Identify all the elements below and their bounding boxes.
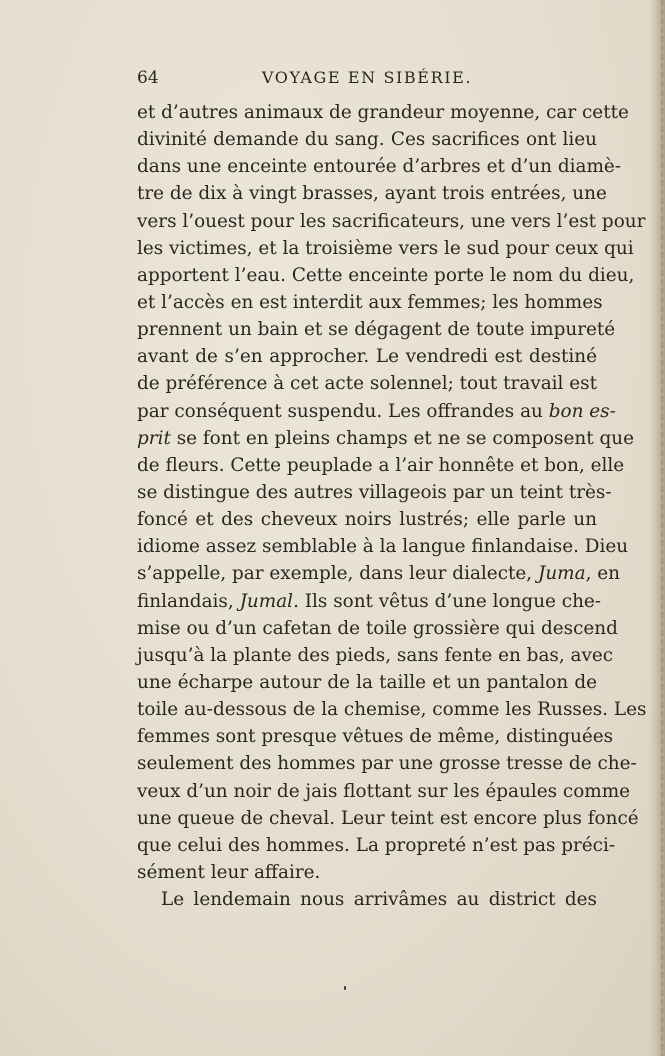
text-line: une écharpe autour de la taille et un pantalon de — [137, 671, 597, 693]
text-line: mise ou d’un cafetan de toile grossière qui descend — [137, 617, 618, 639]
page-number: 64 — [137, 68, 159, 88]
text-line: idiome assez semblable à la langue finlandaise. Dieu — [137, 536, 629, 558]
text-line: s’appelle, par exemple, dans leur dialecte, Juma, en — [137, 563, 621, 585]
running-head: VOYAGE EN SIBÉRIE. — [261, 68, 473, 87]
text-line: tre de dix à vingt brasses, ayant trois entrées, une — [137, 183, 607, 205]
page-header — [137, 68, 597, 90]
ink-speck — [344, 986, 346, 990]
text-line: dans une enceinte entourée d’arbres et d’un diamè- — [137, 156, 622, 178]
text-line: foncé et des cheveux noirs lustrés; elle parle un — [137, 509, 597, 531]
page-edge — [649, 0, 665, 1056]
text-line: par conséquent suspendu. Les offrandes au bon es- — [137, 400, 616, 422]
text-line: avant de s’en approcher. Le vendredi est destiné — [137, 346, 597, 368]
text-line: femmes sont presque vêtues de même, distinguées — [137, 726, 614, 748]
text-line: divinité demande du sang. Ces sacrifices ont lieu — [137, 129, 597, 151]
text-line: veux d’un noir de jais flottant sur les épaules comme — [137, 780, 631, 802]
text-line: finlandais, Jumal. Ils sont vêtus d’une longue che- — [137, 590, 602, 612]
text-line: jusqu’à la plante des pieds, sans fente en bas, avec — [137, 644, 614, 666]
text-line: de fleurs. Cette peuplade a l’air honnête et bon, elle — [137, 454, 625, 476]
text-line: et d’autres animaux de grandeur moyenne, car cette — [137, 102, 629, 123]
text-line: vers l’ouest pour les sacrificateurs, une vers l’est pour — [137, 210, 646, 232]
text-line: sément leur affaire. — [137, 861, 321, 883]
text-line: se distingue des autres villageois par un teint très- — [137, 481, 612, 503]
text-line: prennent un bain et se dégagent de toute impureté — [137, 319, 616, 341]
body-text — [137, 99, 647, 913]
text-line: prit se font en pleins champs et ne se composent que — [137, 427, 634, 449]
text-line: et l’accès en est interdit aux femmes; les hommes — [137, 291, 603, 313]
text-line: que celui des hommes. La propreté n’est pas préci- — [137, 834, 616, 856]
text-line: les victimes, et la troisième vers le sud pour ceux qui — [137, 237, 634, 259]
text-line: de préférence à cet acte solennel; tout travail est — [137, 373, 597, 395]
text-line: toile au-dessous de la chemise, comme les Russes. Les — [137, 699, 647, 721]
text-line: apportent l’eau. Cette enceinte porte le nom du dieu, — [137, 264, 635, 286]
text-line: Le lendemain nous arrivâmes au district des — [161, 889, 597, 911]
text-line: seulement des hommes par une grosse tresse de che- — [137, 753, 637, 775]
text-line: une queue de cheval. Leur teint est encore plus foncé — [137, 807, 639, 829]
